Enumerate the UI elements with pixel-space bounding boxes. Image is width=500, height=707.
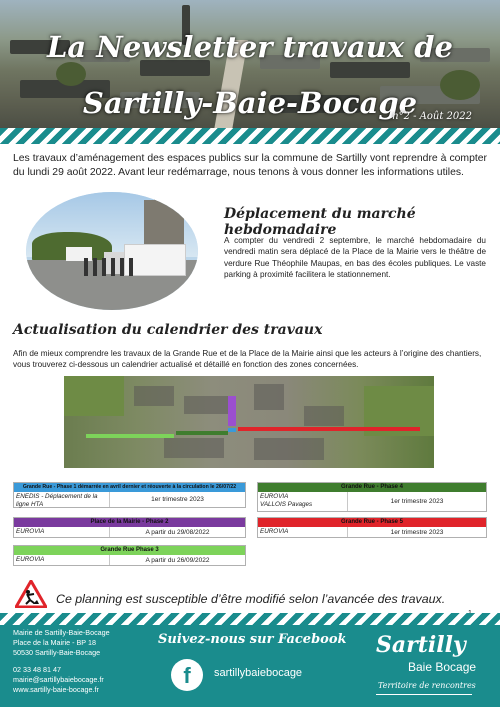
phase-2-date: A partir du 29/08/2022 bbox=[145, 528, 210, 536]
route-phase-1 bbox=[228, 428, 236, 432]
header-aerial-photo bbox=[0, 0, 500, 128]
facebook-handle[interactable]: sartillybaiebocage bbox=[214, 667, 303, 679]
calendar-heading: Actualisation du calendrier des travaux bbox=[13, 322, 323, 338]
contact-line: Mairie de Sartilly-Baie-Bocage bbox=[13, 628, 110, 637]
commune-logo bbox=[370, 629, 480, 699]
market-paragraph: A compter du vendredi 2 septembre, le marché hebdomadaire du vendredi matin sera déplacé de la Place de la Mairie vers le théâtre de verdure Rue Théophile Maupas, en bas des écoles publiques. Le vaste parking à proximité facilitera le stationnement. bbox=[224, 236, 486, 280]
footer bbox=[0, 625, 500, 707]
logo-underline bbox=[376, 694, 472, 695]
market-photo bbox=[26, 192, 198, 310]
footer-stripe-divider bbox=[0, 613, 500, 625]
phase-3-box bbox=[13, 545, 246, 566]
calendar-paragraph: Afin de mieux comprendre les travaux de la Grande Rue et de la Place de la Mairie ainsi que les acteurs à l’origine des chantiers, vous trouverez ci-dessous un calendrier actualisé et détaillé en fonction des zones concernées. bbox=[13, 349, 482, 370]
phase-5-box bbox=[257, 517, 487, 538]
phase-2-box bbox=[13, 517, 246, 538]
market-heading: Déplacement du marché hebdomadaire bbox=[224, 206, 416, 238]
phase-4-date: 1er trimestre 2023 bbox=[390, 498, 444, 505]
phase-4-actor: EUROVIA VALLOIS Pavages bbox=[258, 492, 348, 511]
route-phase-3 bbox=[86, 434, 174, 438]
commune-title: Sartilly-Baie-Bocage bbox=[82, 86, 418, 120]
phase-3-actor: EUROVIA bbox=[14, 555, 110, 565]
contact-email[interactable]: mairie@sartillybaiebocage.fr bbox=[13, 674, 104, 684]
route-phase-5 bbox=[238, 427, 420, 431]
roadworks-warning-icon bbox=[15, 580, 47, 608]
logo-tagline: Territoire de rencontres bbox=[378, 681, 476, 690]
contact-block bbox=[13, 628, 110, 694]
contact-website[interactable]: www.sartilly-baie-bocage.fr bbox=[13, 684, 99, 694]
logo-name: Sartilly bbox=[376, 632, 466, 658]
phase-5-title: Grande Rue - Phase 5 bbox=[258, 518, 486, 527]
contact-line: 50530 Sartilly-Baie-Bocage bbox=[13, 647, 101, 657]
intro-paragraph: Les travaux d’aménagement des espaces publics sur la commune de Sartilly vont reprendre à compter du lundi 29 août 2022. Avant leur redémarrage, nous tenons à vous donner les informations utiles. bbox=[13, 153, 487, 178]
phase-5-date: 1er trimestre 2023 bbox=[390, 528, 444, 536]
newsletter-title: La Newsletter travaux de bbox=[47, 30, 453, 64]
phase-1-actor: ENEDIS - Déplacement de la ligne HTA bbox=[14, 492, 110, 507]
planning-disclaimer: Ce planning est susceptible d’être modifié selon l’avancée des travaux. bbox=[56, 592, 446, 606]
follow-facebook-heading: Suivez-nous sur Facebook bbox=[158, 632, 347, 647]
phase-1-date: 1er trimestre 2023 bbox=[151, 496, 204, 503]
issue-label: n°2 - Août 2022 bbox=[392, 111, 472, 122]
phase-3-date: A partir du 26/09/2022 bbox=[145, 556, 210, 564]
phase-1-box bbox=[13, 482, 246, 508]
phase-1-title: Grande Rue - Phase 1 démarrée en avril dernier et réouverte à la circulation le 26/07/22 bbox=[14, 483, 245, 492]
logo-subname: Baie Bocage bbox=[408, 660, 477, 674]
phase-3-title: Grande Rue Phase 3 bbox=[14, 546, 245, 555]
phase-5-actor: EUROVIA bbox=[258, 527, 348, 537]
contact-phone: 02 33 48 81 47 bbox=[13, 664, 61, 674]
works-aerial-map bbox=[64, 376, 434, 468]
facebook-icon[interactable]: f bbox=[171, 659, 203, 691]
phase-2-title: Place de la Mairie - Phase 2 bbox=[14, 518, 245, 527]
phase-4-box bbox=[257, 482, 487, 512]
route-phase-4 bbox=[176, 431, 228, 435]
header-stripe-divider bbox=[0, 128, 500, 144]
route-phase-2 bbox=[228, 396, 236, 426]
phase-4-title: Grande Rue - Phase 4 bbox=[258, 483, 486, 492]
phase-2-actor: EUROVIA bbox=[14, 527, 110, 537]
contact-spacer bbox=[13, 658, 110, 665]
contact-line: Place de la Mairie - BP 18 bbox=[13, 637, 96, 647]
